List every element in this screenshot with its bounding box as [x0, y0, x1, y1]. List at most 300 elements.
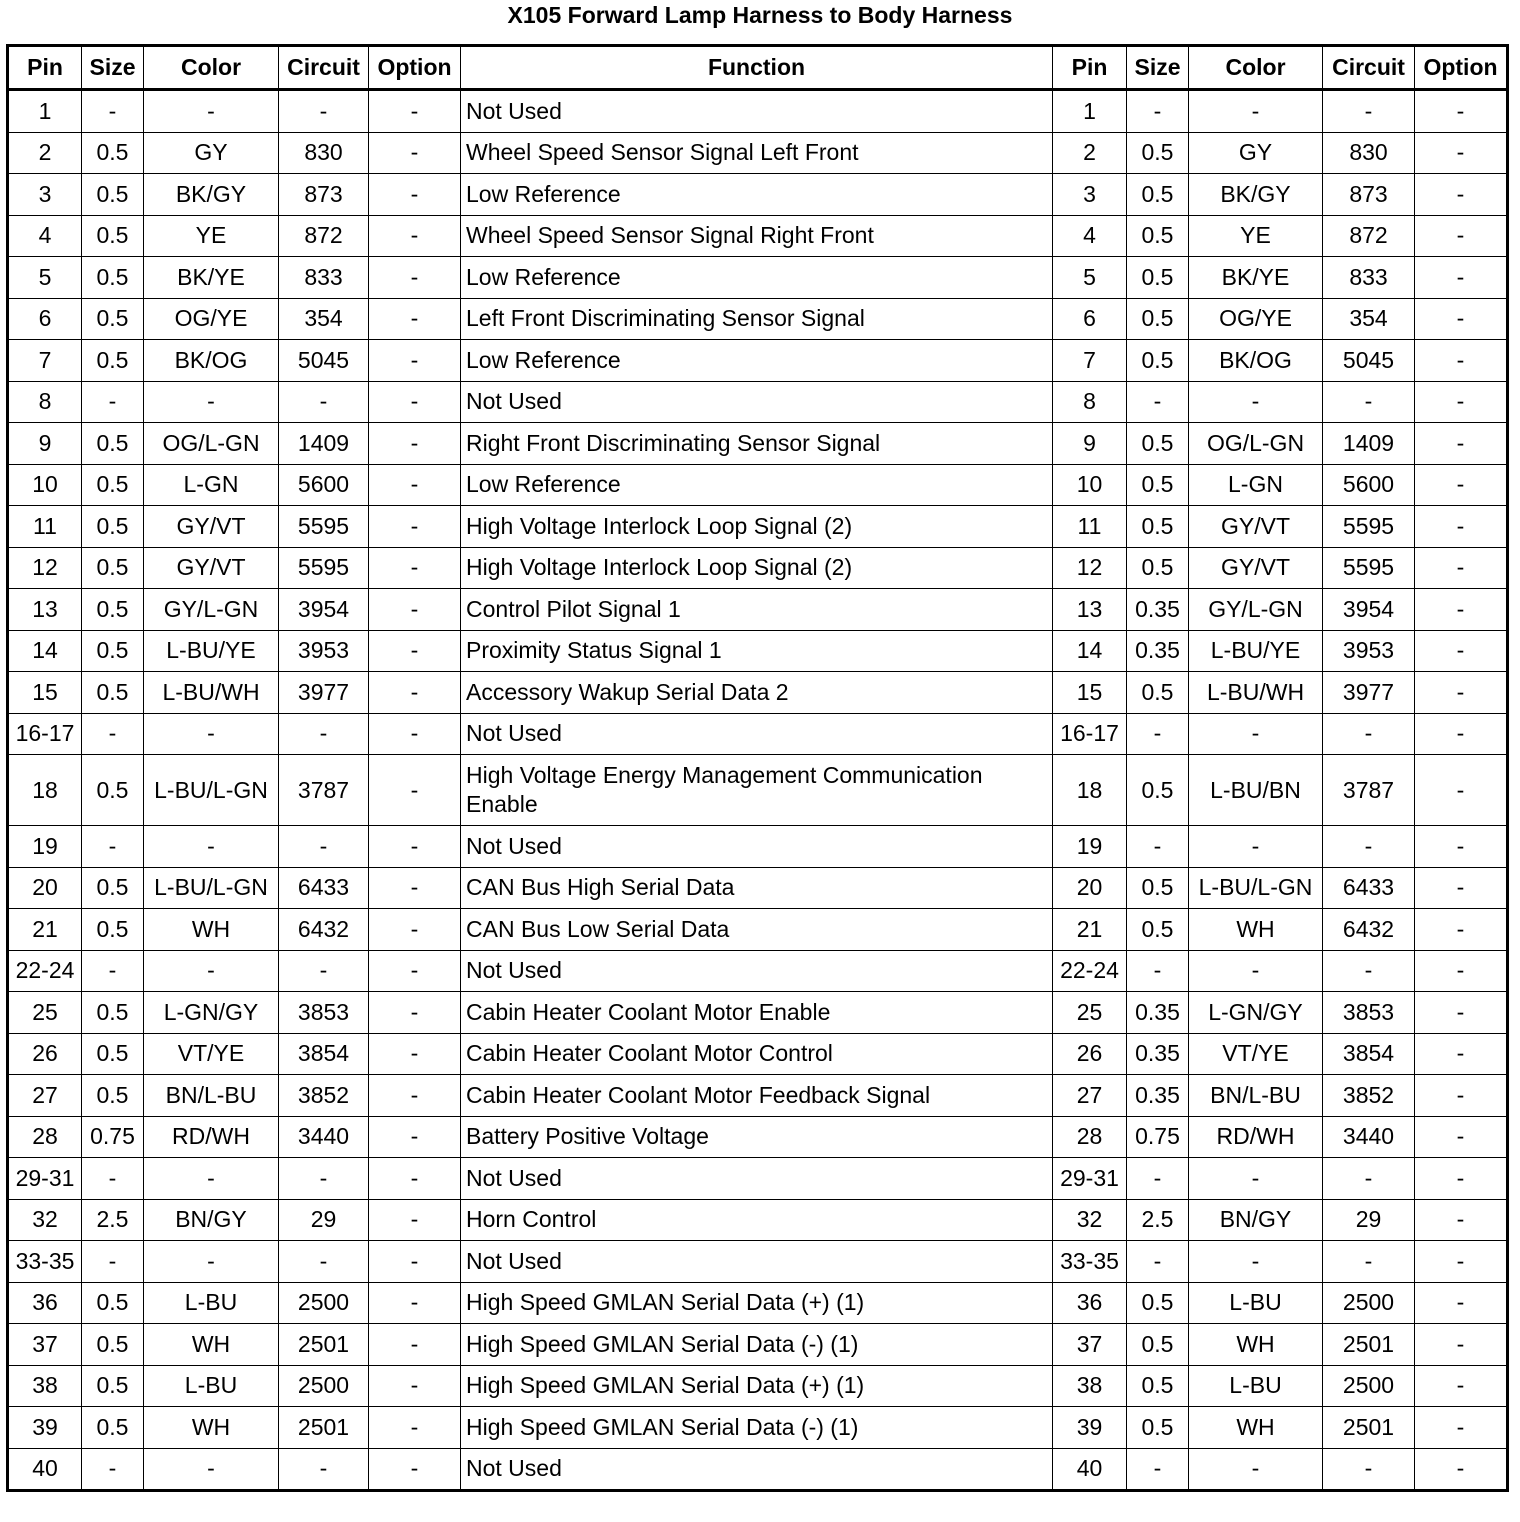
- option-cell-body: -: [1415, 1241, 1508, 1283]
- header-circuit: Circuit: [279, 46, 369, 90]
- circuit-cell-body: 2500: [1323, 1282, 1415, 1324]
- option-cell-body: -: [1415, 755, 1508, 826]
- function-cell: Not Used: [461, 950, 1053, 992]
- size-cell: 0.5: [82, 174, 144, 216]
- pin-cell: 1: [8, 90, 82, 133]
- circuit-cell: -: [279, 1448, 369, 1491]
- pin-cell: 15: [8, 672, 82, 714]
- circuit-cell-body: 3440: [1323, 1116, 1415, 1158]
- option-cell: -: [369, 1075, 461, 1117]
- function-cell: Low Reference: [461, 174, 1053, 216]
- option-cell: -: [369, 672, 461, 714]
- pin-cell-body: 20: [1053, 867, 1127, 909]
- table-row: [8, 340, 1508, 382]
- pin-cell: 6: [8, 298, 82, 340]
- color-cell: GY/VT: [144, 506, 279, 548]
- table-row: [8, 1158, 1508, 1200]
- color-cell-body: WH: [1189, 1407, 1323, 1449]
- size-cell: 0.5: [82, 1075, 144, 1117]
- pin-cell-body: 13: [1053, 589, 1127, 631]
- option-cell: -: [369, 547, 461, 589]
- option-cell-body: -: [1415, 1448, 1508, 1491]
- color-cell: OG/YE: [144, 298, 279, 340]
- pin-cell-body: 7: [1053, 340, 1127, 382]
- pin-cell: 2: [8, 132, 82, 174]
- color-cell: L-BU/L-GN: [144, 867, 279, 909]
- option-cell: -: [369, 506, 461, 548]
- size-cell-body: -: [1127, 90, 1189, 133]
- pin-cell: 36: [8, 1282, 82, 1324]
- size-cell-body: 0.35: [1127, 992, 1189, 1034]
- pin-cell-body: 14: [1053, 630, 1127, 672]
- circuit-cell: -: [279, 713, 369, 755]
- size-cell: -: [82, 1448, 144, 1491]
- option-cell-body: -: [1415, 826, 1508, 868]
- color-cell: GY/VT: [144, 547, 279, 589]
- size-cell: -: [82, 90, 144, 133]
- option-cell: -: [369, 215, 461, 257]
- table-row: [8, 464, 1508, 506]
- option-cell: -: [369, 1241, 461, 1283]
- circuit-cell-body: 2500: [1323, 1365, 1415, 1407]
- circuit-cell: 833: [279, 257, 369, 299]
- function-cell: Cabin Heater Coolant Motor Control: [461, 1033, 1053, 1075]
- color-cell-body: L-BU/BN: [1189, 755, 1323, 826]
- circuit-cell-body: -: [1323, 950, 1415, 992]
- size-cell: 2.5: [82, 1199, 144, 1241]
- option-cell-body: -: [1415, 132, 1508, 174]
- table-row: [8, 423, 1508, 465]
- color-cell-body: -: [1189, 1241, 1323, 1283]
- table-row: [8, 1407, 1508, 1449]
- option-cell: -: [369, 1324, 461, 1366]
- color-cell-body: -: [1189, 1158, 1323, 1200]
- circuit-cell-body: 3852: [1323, 1075, 1415, 1117]
- color-cell: BK/GY: [144, 174, 279, 216]
- pin-cell: 39: [8, 1407, 82, 1449]
- function-cell: High Speed GMLAN Serial Data (-) (1): [461, 1407, 1053, 1449]
- pin-cell-body: 18: [1053, 755, 1127, 826]
- table-row: [8, 506, 1508, 548]
- circuit-cell: 29: [279, 1199, 369, 1241]
- color-cell: BN/GY: [144, 1199, 279, 1241]
- header-size-body: Size: [1127, 46, 1189, 90]
- size-cell-body: -: [1127, 381, 1189, 423]
- pin-cell: 20: [8, 867, 82, 909]
- size-cell-body: -: [1127, 713, 1189, 755]
- color-cell-body: L-BU/L-GN: [1189, 867, 1323, 909]
- color-cell-body: -: [1189, 950, 1323, 992]
- circuit-cell: 873: [279, 174, 369, 216]
- color-cell: BK/OG: [144, 340, 279, 382]
- option-cell-body: -: [1415, 867, 1508, 909]
- size-cell: 0.5: [82, 589, 144, 631]
- color-cell: -: [144, 950, 279, 992]
- function-cell: Wheel Speed Sensor Signal Left Front: [461, 132, 1053, 174]
- color-cell-body: -: [1189, 826, 1323, 868]
- pin-cell: 19: [8, 826, 82, 868]
- color-cell: BN/L-BU: [144, 1075, 279, 1117]
- circuit-cell-body: 6432: [1323, 909, 1415, 951]
- option-cell-body: -: [1415, 340, 1508, 382]
- option-cell-body: -: [1415, 1199, 1508, 1241]
- table-header-row: [8, 46, 1508, 90]
- pin-cell-body: 33-35: [1053, 1241, 1127, 1283]
- pin-cell: 10: [8, 464, 82, 506]
- circuit-cell-body: 5045: [1323, 340, 1415, 382]
- pin-cell-body: 25: [1053, 992, 1127, 1034]
- circuit-cell-body: 5600: [1323, 464, 1415, 506]
- size-cell: 0.5: [82, 867, 144, 909]
- color-cell-body: BK/GY: [1189, 174, 1323, 216]
- header-size: Size: [82, 46, 144, 90]
- table-row: [8, 992, 1508, 1034]
- option-cell-body: -: [1415, 298, 1508, 340]
- option-cell: -: [369, 423, 461, 465]
- pin-cell: 25: [8, 992, 82, 1034]
- circuit-cell-body: 830: [1323, 132, 1415, 174]
- table-row: [8, 1033, 1508, 1075]
- size-cell-body: -: [1127, 826, 1189, 868]
- option-cell: -: [369, 1448, 461, 1491]
- color-cell: WH: [144, 909, 279, 951]
- pin-cell-body: 12: [1053, 547, 1127, 589]
- circuit-cell-body: -: [1323, 381, 1415, 423]
- color-cell-body: -: [1189, 381, 1323, 423]
- option-cell: -: [369, 298, 461, 340]
- option-cell: -: [369, 381, 461, 423]
- circuit-cell: 2500: [279, 1365, 369, 1407]
- color-cell-body: GY/VT: [1189, 506, 1323, 548]
- size-cell: 0.5: [82, 506, 144, 548]
- option-cell-body: -: [1415, 464, 1508, 506]
- function-cell: Horn Control: [461, 1199, 1053, 1241]
- table-row: [8, 298, 1508, 340]
- function-cell: Cabin Heater Coolant Motor Feedback Signal: [461, 1075, 1053, 1117]
- circuit-cell-body: 6433: [1323, 867, 1415, 909]
- option-cell-body: -: [1415, 257, 1508, 299]
- function-cell: High Voltage Interlock Loop Signal (2): [461, 506, 1053, 548]
- function-cell: High Speed GMLAN Serial Data (+) (1): [461, 1365, 1053, 1407]
- function-cell: Not Used: [461, 826, 1053, 868]
- circuit-cell: 3853: [279, 992, 369, 1034]
- option-cell: -: [369, 1407, 461, 1449]
- size-cell: 0.5: [82, 298, 144, 340]
- function-cell: High Voltage Interlock Loop Signal (2): [461, 547, 1053, 589]
- function-cell: Control Pilot Signal 1: [461, 589, 1053, 631]
- color-cell: L-BU: [144, 1282, 279, 1324]
- function-cell: High Speed GMLAN Serial Data (-) (1): [461, 1324, 1053, 1366]
- size-cell: 0.5: [82, 1365, 144, 1407]
- color-cell-body: L-BU/YE: [1189, 630, 1323, 672]
- pin-cell-body: 11: [1053, 506, 1127, 548]
- option-cell-body: -: [1415, 713, 1508, 755]
- pin-cell: 8: [8, 381, 82, 423]
- color-cell: -: [144, 713, 279, 755]
- option-cell: -: [369, 992, 461, 1034]
- circuit-cell-body: 3787: [1323, 755, 1415, 826]
- pin-cell-body: 21: [1053, 909, 1127, 951]
- circuit-cell: 3953: [279, 630, 369, 672]
- table-row: [8, 1448, 1508, 1491]
- header-function: Function: [461, 46, 1053, 90]
- size-cell-body: -: [1127, 1448, 1189, 1491]
- circuit-cell: -: [279, 950, 369, 992]
- circuit-cell: 2501: [279, 1407, 369, 1449]
- color-cell-body: BK/YE: [1189, 257, 1323, 299]
- circuit-cell-body: 872: [1323, 215, 1415, 257]
- option-cell: -: [369, 755, 461, 826]
- option-cell: -: [369, 1199, 461, 1241]
- table-row: [8, 215, 1508, 257]
- color-cell: L-BU: [144, 1365, 279, 1407]
- option-cell-body: -: [1415, 423, 1508, 465]
- table-row: [8, 672, 1508, 714]
- color-cell: -: [144, 381, 279, 423]
- size-cell: -: [82, 381, 144, 423]
- circuit-cell: -: [279, 90, 369, 133]
- table-row: [8, 713, 1508, 755]
- option-cell-body: -: [1415, 630, 1508, 672]
- size-cell-body: 0.5: [1127, 340, 1189, 382]
- size-cell-body: 0.5: [1127, 547, 1189, 589]
- size-cell-body: 0.5: [1127, 215, 1189, 257]
- pin-cell: 28: [8, 1116, 82, 1158]
- circuit-cell-body: 3853: [1323, 992, 1415, 1034]
- circuit-cell-body: 1409: [1323, 423, 1415, 465]
- color-cell-body: YE: [1189, 215, 1323, 257]
- circuit-cell: -: [279, 381, 369, 423]
- color-cell-body: OG/YE: [1189, 298, 1323, 340]
- pin-cell: 32: [8, 1199, 82, 1241]
- color-cell: RD/WH: [144, 1116, 279, 1158]
- pin-cell-body: 38: [1053, 1365, 1127, 1407]
- size-cell: -: [82, 1158, 144, 1200]
- function-cell: Left Front Discriminating Sensor Signal: [461, 298, 1053, 340]
- size-cell: 0.75: [82, 1116, 144, 1158]
- table-row: [8, 174, 1508, 216]
- function-cell: Wheel Speed Sensor Signal Right Front: [461, 215, 1053, 257]
- size-cell-body: 2.5: [1127, 1199, 1189, 1241]
- size-cell-body: 0.5: [1127, 1407, 1189, 1449]
- option-cell-body: -: [1415, 909, 1508, 951]
- color-cell-body: L-BU: [1189, 1365, 1323, 1407]
- table-row: [8, 547, 1508, 589]
- circuit-cell: 1409: [279, 423, 369, 465]
- size-cell: -: [82, 950, 144, 992]
- pin-cell: 9: [8, 423, 82, 465]
- pin-cell-body: 5: [1053, 257, 1127, 299]
- color-cell-body: GY/L-GN: [1189, 589, 1323, 631]
- size-cell-body: 0.5: [1127, 298, 1189, 340]
- color-cell-body: WH: [1189, 1324, 1323, 1366]
- pin-cell: 27: [8, 1075, 82, 1117]
- option-cell: -: [369, 1158, 461, 1200]
- pin-cell-body: 37: [1053, 1324, 1127, 1366]
- circuit-cell: 3954: [279, 589, 369, 631]
- option-cell: -: [369, 867, 461, 909]
- pin-cell: 18: [8, 755, 82, 826]
- color-cell-body: WH: [1189, 909, 1323, 951]
- table-row: [8, 381, 1508, 423]
- option-cell: -: [369, 1116, 461, 1158]
- pin-cell: 40: [8, 1448, 82, 1491]
- table-row: [8, 1365, 1508, 1407]
- table-row: [8, 1116, 1508, 1158]
- color-cell: -: [144, 1241, 279, 1283]
- function-cell: Not Used: [461, 381, 1053, 423]
- color-cell: VT/YE: [144, 1033, 279, 1075]
- pin-cell: 14: [8, 630, 82, 672]
- option-cell-body: -: [1415, 215, 1508, 257]
- function-cell: Not Used: [461, 1241, 1053, 1283]
- color-cell: L-GN/GY: [144, 992, 279, 1034]
- header-circuit-body: Circuit: [1323, 46, 1415, 90]
- color-cell: BK/YE: [144, 257, 279, 299]
- option-cell-body: -: [1415, 672, 1508, 714]
- pin-cell: 37: [8, 1324, 82, 1366]
- circuit-cell: -: [279, 1241, 369, 1283]
- function-cell: Cabin Heater Coolant Motor Enable: [461, 992, 1053, 1034]
- size-cell: 0.5: [82, 1282, 144, 1324]
- function-cell: Right Front Discriminating Sensor Signal: [461, 423, 1053, 465]
- pin-cell-body: 40: [1053, 1448, 1127, 1491]
- option-cell: -: [369, 174, 461, 216]
- size-cell: -: [82, 713, 144, 755]
- header-pin: Pin: [8, 46, 82, 90]
- pin-cell-body: 6: [1053, 298, 1127, 340]
- header-color-body: Color: [1189, 46, 1323, 90]
- size-cell-body: 0.5: [1127, 1324, 1189, 1366]
- option-cell-body: -: [1415, 174, 1508, 216]
- function-cell: Not Used: [461, 1448, 1053, 1491]
- size-cell-body: 0.5: [1127, 423, 1189, 465]
- header-option: Option: [369, 46, 461, 90]
- size-cell: 0.5: [82, 423, 144, 465]
- size-cell-body: 0.5: [1127, 755, 1189, 826]
- option-cell: -: [369, 589, 461, 631]
- circuit-cell: 6432: [279, 909, 369, 951]
- table-row: [8, 909, 1508, 951]
- circuit-cell: 872: [279, 215, 369, 257]
- pin-cell-body: 15: [1053, 672, 1127, 714]
- size-cell-body: -: [1127, 1158, 1189, 1200]
- circuit-cell-body: -: [1323, 1241, 1415, 1283]
- circuit-cell-body: 3977: [1323, 672, 1415, 714]
- size-cell-body: 0.5: [1127, 1365, 1189, 1407]
- option-cell-body: -: [1415, 90, 1508, 133]
- table-row: [8, 1241, 1508, 1283]
- size-cell-body: 0.75: [1127, 1116, 1189, 1158]
- option-cell-body: -: [1415, 1075, 1508, 1117]
- circuit-cell-body: -: [1323, 1448, 1415, 1491]
- table-row: [8, 630, 1508, 672]
- pin-cell: 3: [8, 174, 82, 216]
- circuit-cell-body: 354: [1323, 298, 1415, 340]
- table-row: [8, 1075, 1508, 1117]
- option-cell-body: -: [1415, 950, 1508, 992]
- table-row: [8, 132, 1508, 174]
- circuit-cell-body: -: [1323, 1158, 1415, 1200]
- color-cell: OG/L-GN: [144, 423, 279, 465]
- option-cell-body: -: [1415, 547, 1508, 589]
- pin-cell: 29-31: [8, 1158, 82, 1200]
- circuit-cell-body: 5595: [1323, 547, 1415, 589]
- color-cell-body: L-GN: [1189, 464, 1323, 506]
- table-row: [8, 589, 1508, 631]
- size-cell: 0.5: [82, 909, 144, 951]
- size-cell: -: [82, 826, 144, 868]
- circuit-cell: 5045: [279, 340, 369, 382]
- color-cell: -: [144, 90, 279, 133]
- pin-cell: 38: [8, 1365, 82, 1407]
- size-cell-body: 0.35: [1127, 1033, 1189, 1075]
- color-cell-body: -: [1189, 90, 1323, 133]
- table-body: [8, 90, 1508, 1491]
- color-cell: WH: [144, 1324, 279, 1366]
- pin-cell-body: 27: [1053, 1075, 1127, 1117]
- circuit-cell: 5600: [279, 464, 369, 506]
- size-cell-body: 0.5: [1127, 672, 1189, 714]
- function-cell: Low Reference: [461, 340, 1053, 382]
- function-cell: CAN Bus Low Serial Data: [461, 909, 1053, 951]
- header-pin-body: Pin: [1053, 46, 1127, 90]
- color-cell-body: GY: [1189, 132, 1323, 174]
- color-cell-body: L-BU: [1189, 1282, 1323, 1324]
- color-cell: L-BU/L-GN: [144, 755, 279, 826]
- size-cell: 0.5: [82, 340, 144, 382]
- size-cell-body: -: [1127, 950, 1189, 992]
- pin-cell: 26: [8, 1033, 82, 1075]
- color-cell-body: GY/VT: [1189, 547, 1323, 589]
- option-cell: -: [369, 257, 461, 299]
- table-row: [8, 950, 1508, 992]
- circuit-cell-body: 3854: [1323, 1033, 1415, 1075]
- option-cell: -: [369, 132, 461, 174]
- size-cell-body: 0.35: [1127, 630, 1189, 672]
- color-cell: GY/L-GN: [144, 589, 279, 631]
- size-cell: 0.5: [82, 630, 144, 672]
- size-cell: 0.5: [82, 992, 144, 1034]
- color-cell: GY: [144, 132, 279, 174]
- option-cell: -: [369, 1282, 461, 1324]
- size-cell: 0.5: [82, 1324, 144, 1366]
- option-cell: -: [369, 630, 461, 672]
- color-cell-body: BN/L-BU: [1189, 1075, 1323, 1117]
- pin-cell-body: 28: [1053, 1116, 1127, 1158]
- pin-cell-body: 4: [1053, 215, 1127, 257]
- size-cell-body: -: [1127, 1241, 1189, 1283]
- function-cell: High Speed GMLAN Serial Data (+) (1): [461, 1282, 1053, 1324]
- pin-cell-body: 10: [1053, 464, 1127, 506]
- pin-cell: 5: [8, 257, 82, 299]
- function-cell: Accessory Wakup Serial Data 2: [461, 672, 1053, 714]
- size-cell: 0.5: [82, 755, 144, 826]
- color-cell: L-BU/YE: [144, 630, 279, 672]
- circuit-cell: 2500: [279, 1282, 369, 1324]
- size-cell-body: 0.5: [1127, 867, 1189, 909]
- table-row: [8, 826, 1508, 868]
- color-cell-body: RD/WH: [1189, 1116, 1323, 1158]
- circuit-cell: -: [279, 826, 369, 868]
- color-cell: -: [144, 826, 279, 868]
- header-option-body: Option: [1415, 46, 1508, 90]
- pin-cell-body: 36: [1053, 1282, 1127, 1324]
- function-cell: Not Used: [461, 1158, 1053, 1200]
- pin-cell: 33-35: [8, 1241, 82, 1283]
- size-cell-body: 0.5: [1127, 257, 1189, 299]
- option-cell: -: [369, 950, 461, 992]
